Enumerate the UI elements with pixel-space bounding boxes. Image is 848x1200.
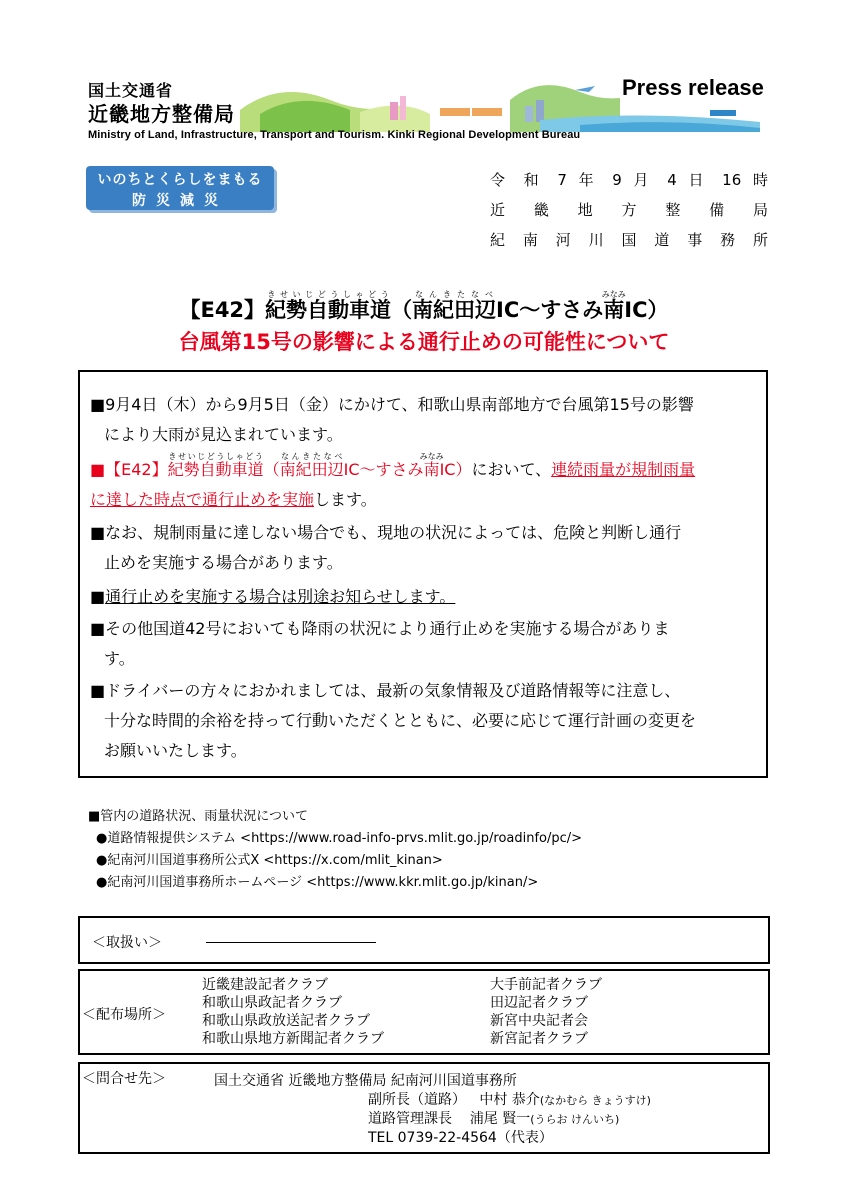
contact-person-1: 副所長（道路） 中村 恭介(なかむら きょうすけ) [368,1092,651,1108]
distribution-club: 新宮記者クラブ [490,1031,588,1047]
notice-paragraph-2: ■【E42】紀勢自動車道きせいじどうしゃどう（南紀田辺なんきたなべIC～すさみ南みなみIC）において、連続雨量が規制雨量 に達した時点で通行止めを実施します。 [90,452,696,509]
notice-paragraph-6: ■ドライバーの方々におかれましては、最新の気象情報及び道路情報等に注意し、 十分な時間的余裕を持って行動いただくとともに、必要に応じて運行計画の変更を お願いいたします。 [90,681,697,760]
distribution-club: 和歌山県地方新聞記者クラブ [202,1031,384,1047]
distribution-list-right [490,976,602,1048]
ministry-name: 国土交通省 [88,81,174,100]
date-and-issuer [490,165,768,255]
distribution-club: 田辺記者クラブ [490,995,588,1011]
notice-paragraph-4: ■通行止めを実施する場合は別途お知らせします。 [90,587,456,606]
slogan-line-1: いのちとくらしをまもる [97,172,263,188]
link-office-homepage[interactable]: ●紀南河川国道事務所ホームページ <https://www.kkr.mlit.go.jp/kinan/> [96,875,539,890]
link-official-x[interactable]: ●紀南河川国道事務所公式X <https://x.com/mlit_kinan> [96,853,443,868]
link-road-info-system[interactable]: ●道路情報提供システム <https://www.road-info-prvs.mlit.go.jp/roadinfo/pc/> [96,831,583,846]
contact-organization: 国土交通省 近畿地方整備局 紀南河川国道事務所 [214,1073,517,1089]
page-title: 【E42】紀勢自動車道きせいじどうしゃどう（南紀田辺なんきたなべIC～すさみ南みなみIC） [179,290,669,322]
issuer-office: 紀 南 河 川 国 道 事 務 所 [490,231,768,249]
distribution-label: ＜配布場所＞ [82,1007,166,1023]
distribution-club: 新宮中央記者会 [490,1013,588,1029]
handling-blank-line [206,942,376,943]
distribution-box [78,969,770,1055]
distribution-club: 和歌山県政放送記者クラブ [202,1013,370,1029]
handling-label: ＜取扱い＞ [92,935,162,951]
notice-box [78,370,768,778]
links-heading: ■管内の道路状況、雨量状況について [88,809,309,824]
distribution-club: 和歌山県政記者クラブ [202,995,342,1011]
bureau-name: 近畿地方整備局 [88,102,235,126]
notice-paragraph-3: ■なお、規制雨量に達しない場合でも、現地の状況によっては、危険と判断し通行 止めを実施する場合があります。 [90,523,682,572]
distribution-club: 近畿建設記者クラブ [202,977,328,993]
issuer-bureau: 近 畿 地 方 整 備 局 [490,201,768,219]
ministry-english-name: Ministry of Land, Infrastructure, Transport and Tourism. Kinki Regional Development Bureau [88,129,581,141]
contact-box [78,1062,770,1154]
contact-person-2: 道路管理課長 浦尾 賢一(うらお けんいち) [368,1111,620,1127]
contact-telephone: TEL 0739-22-4564（代表） [368,1130,553,1146]
slogan-line-2: 防災減災 [132,193,228,209]
road-info-links-section [88,806,582,894]
distribution-list-left [202,976,384,1048]
release-date: 令 和 7 年 9 月 4 日 16 時 [490,171,768,189]
page-subtitle: 台風第15号の影響による通行止めの可能性について [178,330,670,354]
notice-paragraph-5: ■その他国道42号においても降雨の状況により通行止めを実施する場合がありま す。 [90,619,670,668]
handling-box [78,916,770,964]
distribution-club: 大手前記者クラブ [490,977,602,993]
disaster-prevention-slogan-badge [86,166,274,210]
press-release-label: Press release [622,75,764,100]
contact-label: ＜問合せ先＞ [82,1071,166,1087]
notice-paragraph-1: ■9月4日（木）から9月5日（金）にかけて、和歌山県南部地方で台風第15号の影響 により大雨が見込まれています。 [90,395,694,444]
